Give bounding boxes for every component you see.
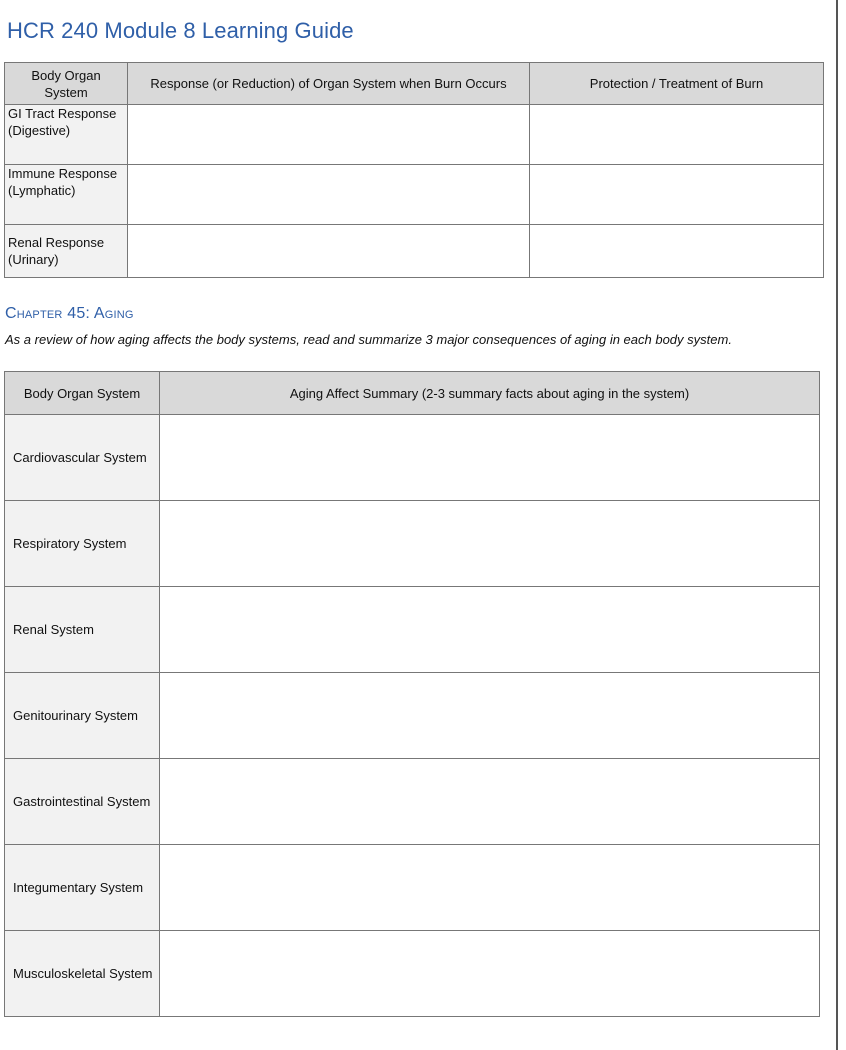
table-row	[5, 931, 820, 1017]
summary-cell[interactable]	[160, 673, 820, 759]
summary-cell[interactable]	[160, 587, 820, 673]
table-row	[5, 105, 824, 165]
summary-cell[interactable]	[160, 415, 820, 501]
row-label-renal: Renal Response (Urinary)	[5, 225, 128, 278]
table-header-row	[5, 372, 820, 415]
protection-cell[interactable]	[530, 225, 824, 278]
row-label-cardiovascular: Cardiovascular System	[5, 415, 160, 501]
response-cell[interactable]	[128, 165, 530, 225]
protection-cell[interactable]	[530, 105, 824, 165]
column-header-system: Body Organ System	[5, 372, 160, 415]
response-cell[interactable]	[128, 105, 530, 165]
table-row	[5, 673, 820, 759]
table-row	[5, 587, 820, 673]
table-row	[5, 845, 820, 931]
row-label-immune: Immune Response (Lymphatic)	[5, 165, 128, 225]
summary-cell[interactable]	[160, 931, 820, 1017]
summary-cell[interactable]	[160, 845, 820, 931]
row-label-genitourinary: Genitourinary System	[5, 673, 160, 759]
response-cell[interactable]	[128, 225, 530, 278]
column-header-response: Response (or Reduction) of Organ System when Burn Occurs	[128, 63, 530, 105]
table-row	[5, 501, 820, 587]
chapter-heading: Chapter 45: Aging	[5, 305, 134, 322]
chapter-instructions: As a review of how aging affects the body systems, read and summarize 3 major consequences of aging in each body system.	[5, 332, 732, 347]
burn-response-table	[4, 62, 824, 278]
protection-cell[interactable]	[530, 165, 824, 225]
table-row	[5, 759, 820, 845]
table-row	[5, 415, 820, 501]
table-row	[5, 165, 824, 225]
row-label-musculoskeletal: Musculoskeletal System	[5, 931, 160, 1017]
summary-cell[interactable]	[160, 759, 820, 845]
column-header-summary: Aging Affect Summary (2-3 summary facts about aging in the system)	[160, 372, 820, 415]
row-label-renal: Renal System	[5, 587, 160, 673]
column-header-system: Body Organ System	[5, 63, 128, 105]
table-row	[5, 225, 824, 278]
column-header-protection: Protection / Treatment of Burn	[530, 63, 824, 105]
row-label-respiratory: Respiratory System	[5, 501, 160, 587]
summary-cell[interactable]	[160, 501, 820, 587]
table-header-row	[5, 63, 824, 105]
document-title: HCR 240 Module 8 Learning Guide	[7, 18, 354, 43]
row-label-gi-tract: GI Tract Response (Digestive)	[5, 105, 128, 165]
row-label-integumentary: Integumentary System	[5, 845, 160, 931]
row-label-gastrointestinal: Gastrointestinal System	[5, 759, 160, 845]
aging-summary-table	[4, 371, 820, 1017]
